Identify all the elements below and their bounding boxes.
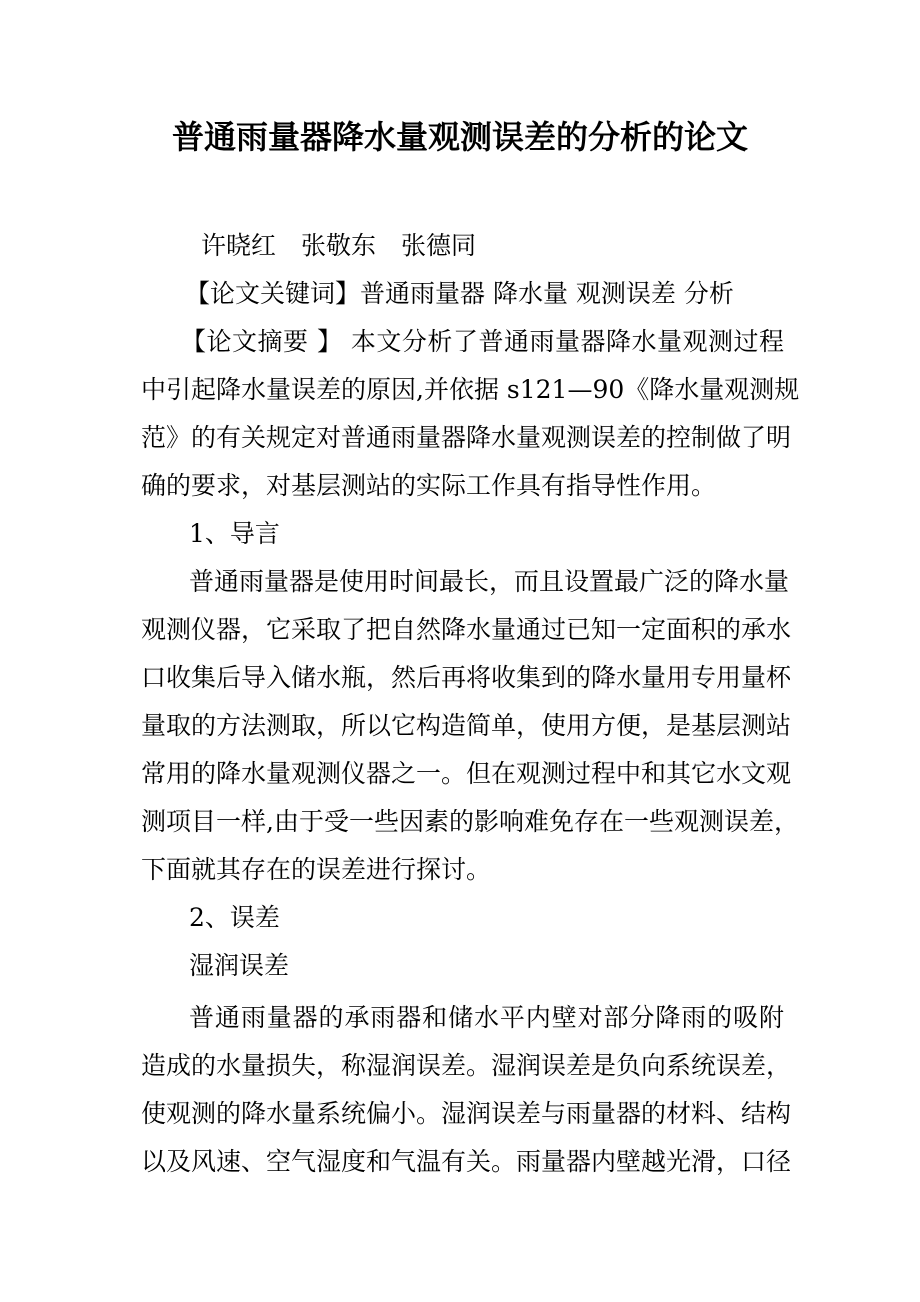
- section-heading: 2、误差: [189, 903, 280, 932]
- abstract-line: 中引起降水量误差的原因,并依据 s121—90《降水量观测规: [141, 375, 800, 404]
- paragraph-line: 下面就其存在的误差进行探讨。: [141, 855, 492, 884]
- abstract-line: 【论文摘要 】 本文分析了普通雨量器降水量观测过程: [181, 327, 784, 356]
- paragraph-line: 使观测的降水量系统偏小。湿润误差与雨量器的材料、结构: [141, 1099, 792, 1128]
- section-heading: 1、导言: [189, 519, 280, 548]
- paragraph-line: 造成的水量损失，称湿润误差。湿润误差是负向系统误差，: [141, 1051, 792, 1080]
- paragraph-line: 普通雨量器的承雨器和储水平内壁对部分降雨的吸附: [189, 1003, 784, 1032]
- paragraph-line: 观测仪器，它采取了把自然降水量通过已知一定面积的承水: [141, 615, 792, 644]
- abstract-line: 确的要求，对基层测站的实际工作具有指导性作用。: [141, 471, 717, 500]
- subsection-heading: 湿润误差: [189, 951, 290, 980]
- paragraph-line: 普通雨量器是使用时间最长，而且设置最广泛的降水量: [189, 567, 790, 596]
- abstract-line: 范》的有关规定对普通雨量器降水量观测误差的控制做了明: [141, 423, 792, 452]
- paragraph-line: 测项目一样,由于受一些因素的影响难免存在一些观测误差，: [141, 807, 799, 836]
- document-body: [141, 222, 800, 1186]
- paragraph-line: 以及风速、空气湿度和气温有关。雨量器内壁越光滑，口径: [141, 1147, 792, 1176]
- paragraph-line: 量取的方法测取，所以它构造简单，使用方便，是基层测站: [141, 711, 792, 740]
- keywords: 【论文关键词】普通雨量器 降水量 观测误差 分析: [185, 279, 734, 308]
- document-title: 普通雨量器降水量观测误差的分析的论文: [171, 118, 748, 156]
- authors: 许晓红 张敬东 张德同: [201, 231, 477, 260]
- paragraph-line: 常用的降水量观测仪器之一。但在观测过程中和其它水文观: [141, 759, 792, 788]
- paragraph-line: 口收集后导入储水瓶，然后再将收集到的降水量用专用量杯: [141, 663, 792, 692]
